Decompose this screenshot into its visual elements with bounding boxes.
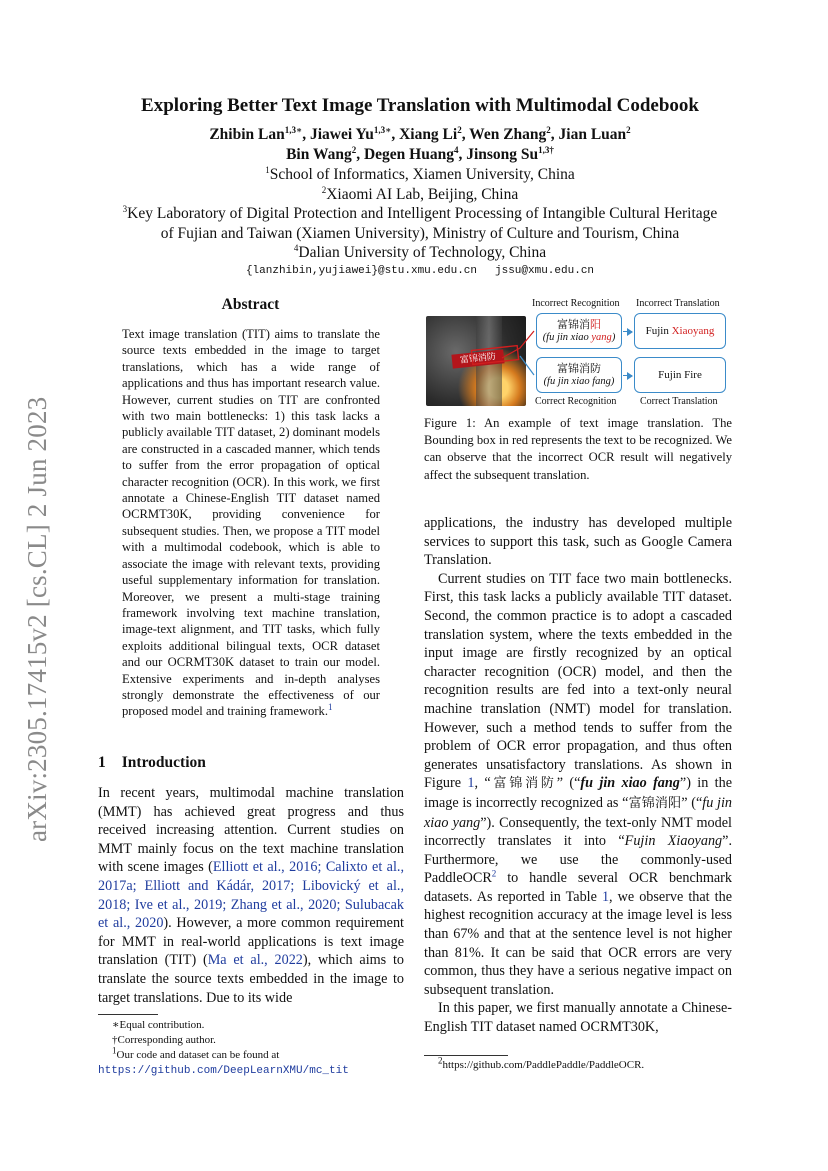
label-correct-recognition: Correct Recognition: [535, 396, 617, 407]
figure-ref-link[interactable]: 1: [467, 775, 475, 792]
box-incorrect-recognition: 富锦消阳 (fu jin xiao yang): [536, 313, 622, 349]
author-name: , Jian Luan: [550, 126, 627, 143]
author-name: Bin Wang: [286, 146, 352, 163]
author-name: Zhibin Lan: [209, 126, 285, 143]
citation-link[interactable]: Elliott et al., 2016; Calixto et al., 2017a; Elliott and Kádár, 2017; Libovický et al., 2018; Ive et al., 2019; Zhang et al., 2020; Sulubacak et al., 2020: [98, 859, 404, 932]
label-incorrect-translation: Incorrect Translation: [636, 298, 720, 309]
intro-paragraph: Current studies on TIT face two main bottlenecks. First, this task lacks a publicly available TIT dataset. Second, the common practice is to adopt a cascaded translation system, where the texts embedded in the input image are firstly recognized by an optical character recognition (OCR) model, and then the recognition results are fed into a text-only neural machine translation (NMT) model for translation. However, such a method tends to suffer from the problem of OCR error propagation, and thus often generates unsatisfactory translations. As shown in Figure 1, “富锦消防” (“fu jin xiao fang”) in the image is incorrectly recognized as “富锦消阳” (“fu jin xiao yang”). Consequently, the text-only NMT model incorrectly translates it into “Fujin Xiaoyang”. Furthermore, we use the commonly-used PaddleOCR$^2$ to handle several OCR benchmark datasets. As reported in Table 1, we observe that the highest recognition accuracy at the image level is less than 67% and that at the sentence level is not higher than 81%. It can be said that OCR errors are very common, thus they have a serious negative impact on subsequent translation.: [424, 570, 732, 998]
abstract-heading: Abstract: [221, 296, 280, 313]
intro-paragraph: In this paper, we first manually annotate a Chinese-English TIT dataset named OCRMT30K,: [424, 1000, 732, 1036]
footnote-divider: [98, 1014, 158, 1015]
footnotes-left: [98, 1018, 408, 1079]
author-affil-mark: 2: [626, 124, 631, 135]
footnote-item: †Corresponding author.: [112, 1034, 216, 1046]
email-2[interactable]: jssu@xmu.edu.cn: [495, 265, 595, 277]
author-affil-mark: 2: [351, 144, 357, 155]
author-line-2: [90, 145, 750, 165]
figure-1-caption: Figure 1: An example of text image translation. The Bounding box in red represents the text to be recognized. We can observe that the incorrect OCR result will negatively affect the subsequent translation.: [424, 416, 732, 482]
connector-lines: [424, 298, 732, 410]
citation-link[interactable]: Ma et al., 2022: [207, 952, 303, 969]
section-heading-introduction: 1 Introduction: [98, 754, 206, 771]
footnote-ref[interactable]: 1: [328, 702, 333, 713]
footnote-ref[interactable]: 2: [491, 868, 497, 879]
author-name: , Jiawei Yu: [302, 126, 374, 143]
box-correct-recognition: 富锦消防 (fu jin xiao fang): [536, 357, 622, 393]
affiliation-item: $^4$Dalian University of Technology, China: [293, 242, 547, 261]
author-line-1: [90, 125, 750, 145]
author-affil-mark: 1,3∗: [284, 124, 303, 135]
author-name: , Wen Zhang: [461, 126, 547, 143]
author-affil-mark: 2: [457, 124, 462, 135]
box-incorrect-translation: Fujin Xiaoyang: [634, 313, 726, 349]
affiliation-item: $^1$School of Informatics, Xiamen University, China: [265, 164, 575, 183]
author-list: [90, 125, 750, 165]
author-name: , Jinsong Su: [458, 146, 539, 163]
footnote-divider: [424, 1055, 508, 1056]
affiliation-list: [90, 165, 750, 263]
figure-1: [424, 298, 732, 410]
intro-paragraphs-right: [424, 514, 732, 1037]
intro-paragraph: applications, the industry has developed multiple services to support this task, such as Google Camera Translation.: [424, 515, 732, 569]
intro-paragraph-left: In recent years, multimodal machine translation (MMT) has achieved great progress and thus received increasing attention. Current studies on MMT mainly focus on the text machine translation with scene images (Elliott et al., 2016; Calixto et al., 2017a; Elliott and Kádár, 2017; Libovický et al., 2018; Ive et al., 2019; Zhang et al., 2020; Sulubacak et al., 2020). However, a more common requirement for MMT in real-world applications is text image translation (TIT) (Ma et al., 2022), which aims to translate the source texts embedded in the image to target translations. Due to its wide: [98, 785, 405, 1006]
author-affil-mark: 4: [453, 144, 459, 155]
label-incorrect-recognition: Incorrect Recognition: [532, 298, 620, 309]
table-ref-link[interactable]: 1: [601, 888, 610, 905]
affiliation-item: $^2$Xiaomi AI Lab, Beijing, China: [321, 184, 519, 203]
affiliation-item: $^3$Key Laboratory of Digital Protection and Intelligent Processing of Intangible Cultural Heritage: [122, 203, 718, 222]
footnote-right: $^2$https://github.com/PaddlePaddle/PaddleOCR.: [438, 1055, 645, 1071]
affiliation-item: of Fujian and Taiwan (Xiamen University), Ministry of Culture and Tourism, China: [160, 224, 680, 242]
author-emails: [90, 265, 750, 277]
sign-text: 富锦消防: [451, 349, 504, 368]
label-correct-translation: Correct Translation: [640, 396, 718, 407]
paper-title: Exploring Better Text Image Translation with Multimodal Codebook: [141, 95, 699, 116]
box-correct-translation: Fujin Fire: [634, 357, 726, 393]
email-1[interactable]: {lanzhibin,yujiawei}@stu.xmu.edu.cn: [245, 265, 477, 277]
author-affil-mark: 1,3†: [538, 144, 554, 155]
arxiv-identifier: arXiv:2305.17415v2 [cs.CL] 2 Jun 2023: [22, 396, 52, 842]
abstract-text: Text image translation (TIT) aims to translate the source texts embedded in the image to target translations, which has a wide range of applications and thus has important research value. However, current studies on TIT are confronted with two main bottlenecks: 1) this task lacks a publicly available TIT dataset, 2) dominant models are constructed in a cascaded manner, which tends to suffer from the error propagation of optical character recognition (OCR). In this work, we first annotate a Chinese-English TIT dataset named OCRMT30K, providing convenience for subsequent studies. Then, we propose a TIT model with a multimodal codebook, which is able to associate the image with relevant texts, providing useful supplementary information for translation. Moreover, we present a multi-stage training framework involving text machine translation, image-text alignment, and TIT tasks, which fully exploits additional bilingual texts, OCR dataset and our OCRMT30K dataset to train our model. Extensive experiments and in-depth analyses strongly demonstrate the effectiveness of our proposed model and training framework.$^1$: [122, 327, 380, 719]
author-name: , Xiang Li: [391, 126, 458, 143]
author-affil-mark: 1,3∗: [373, 124, 392, 135]
footnote-item: $^1$Our code and dataset can be found at https://github.com/DeepLearnXMU/mc_tit: [98, 1045, 349, 1077]
footnote-item: ∗Equal contribution.: [112, 1019, 205, 1031]
author-affil-mark: 2: [546, 124, 551, 135]
author-name: , Degen Huang: [356, 146, 454, 163]
code-url-link[interactable]: https://github.com/DeepLearnXMU/mc_tit: [98, 1065, 349, 1077]
